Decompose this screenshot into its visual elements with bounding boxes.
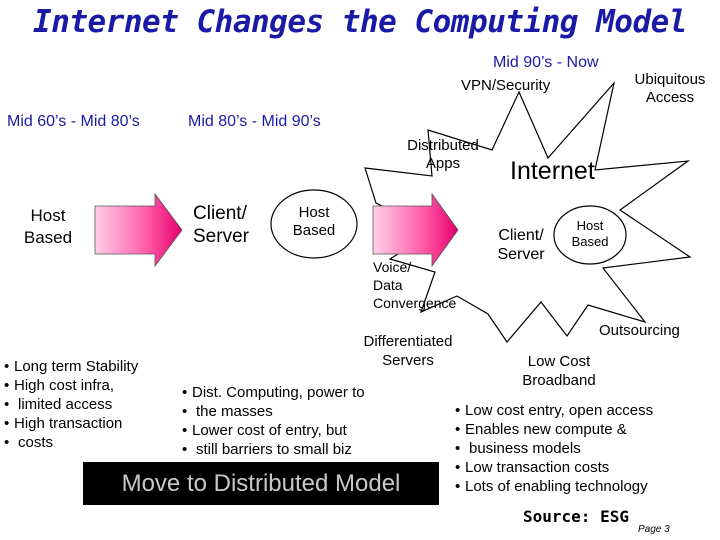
list-item: • Long term Stability xyxy=(4,357,138,376)
move-to-distributed-model-banner: Move to Distributed Model xyxy=(83,462,439,505)
differentiated-servers-label: Differentiated Servers xyxy=(363,333,453,369)
source-citation: Source: ESG xyxy=(523,507,629,526)
stage1-bullet-list xyxy=(4,357,138,452)
distributed-apps-label: Distributed Apps xyxy=(407,137,479,172)
host-based-label-1: Host Based xyxy=(23,206,73,247)
list-item: • business models xyxy=(455,439,653,458)
slide-title: Internet Changes the Computing Model xyxy=(33,4,687,40)
stage3-bullet-list xyxy=(455,401,653,496)
list-item: • Enables new compute & xyxy=(455,420,653,439)
list-item: • costs xyxy=(4,433,138,452)
client-server-label-3: Client/ Server xyxy=(497,227,545,263)
list-item: • High transaction xyxy=(4,414,138,433)
list-item: • Dist. Computing, power to xyxy=(182,383,365,402)
client-server-label-2: Client/ Server xyxy=(193,203,249,247)
host-based-label-2: Host Based xyxy=(292,204,336,239)
list-item: • Lower cost of entry, but xyxy=(182,421,365,440)
list-item: • Low cost entry, open access xyxy=(455,401,653,420)
list-item: • still barriers to small biz xyxy=(182,440,365,459)
list-item: • High cost infra, xyxy=(4,376,138,395)
low-cost-broadband-label: Low Cost Broadband xyxy=(522,353,596,389)
stage2-bullet-list xyxy=(182,383,365,459)
voice-data-convergence-label: Voice/ Data Convergence xyxy=(373,259,457,311)
era-label-3: Mid 90’s - Now xyxy=(493,54,599,71)
ubiquitous-access-label: Ubiquitous Access xyxy=(634,71,706,106)
arrow-1 xyxy=(95,194,182,266)
list-item: • Lots of enabling technology xyxy=(455,477,653,496)
page-number: Page 3 xyxy=(638,524,670,535)
outsourcing-label: Outsourcing xyxy=(599,322,680,339)
era-label-1: Mid 60’s - Mid 80’s xyxy=(7,113,140,130)
vpn-security-label: VPN/Security xyxy=(461,77,551,94)
list-item: • the masses xyxy=(182,402,365,421)
era-label-2: Mid 80’s - Mid 90’s xyxy=(188,113,321,130)
list-item: • limited access xyxy=(4,395,138,414)
host-based-label-3: Host Based xyxy=(571,218,609,249)
internet-label: Internet xyxy=(510,157,595,185)
list-item: • Low transaction costs xyxy=(455,458,653,477)
